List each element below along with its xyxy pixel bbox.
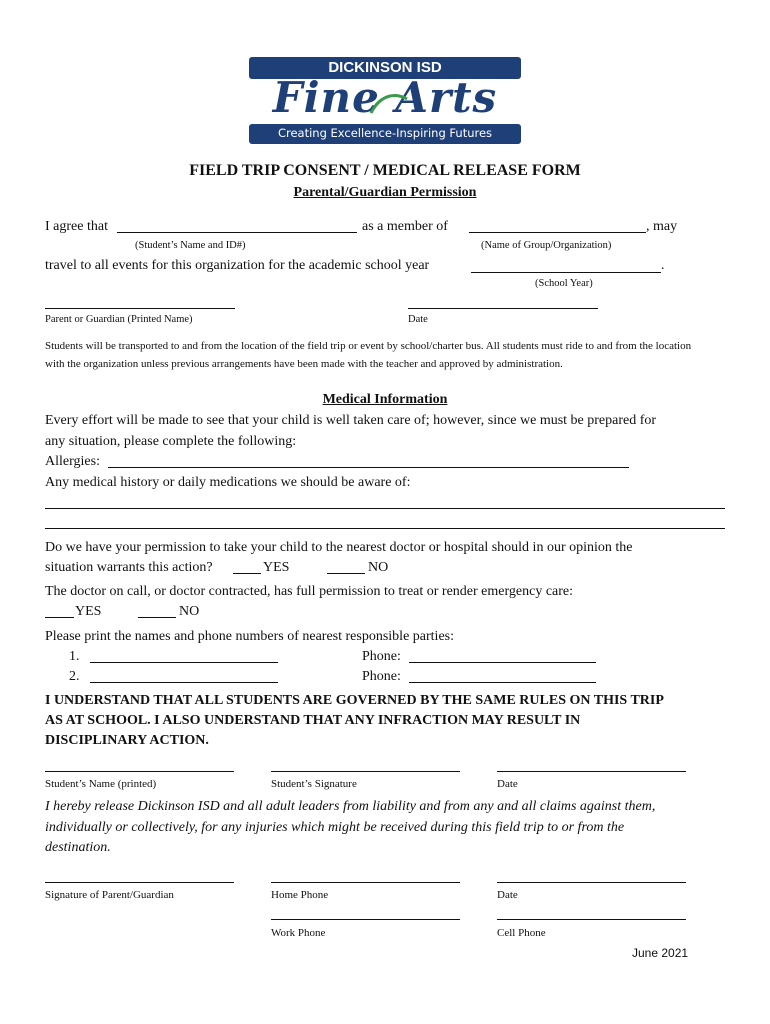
logo-top-text: DICKINSON ISD — [328, 59, 442, 76]
work-phone-caption: Work Phone — [271, 927, 326, 939]
form-subtitle: Parental/Guardian Permission — [293, 185, 477, 200]
party-1-number: 1. — [69, 649, 80, 664]
parent-block-date-caption: Date — [497, 889, 518, 901]
group-name-field[interactable] — [469, 232, 646, 233]
party-1-phone-label: Phone: — [362, 649, 401, 664]
permission-text-1: Do we have your permission to take your child to the nearest doctor or hospital should in our opinion the — [45, 540, 633, 555]
medical-intro-2: any situation, please complete the following: — [45, 434, 297, 449]
party-1-phone-field[interactable] — [409, 662, 596, 663]
parent-block-date-field[interactable] — [497, 882, 686, 883]
student-name-printed-caption: Student’s Name (printed) — [45, 778, 157, 790]
student-name-caption: (Student’s Name and ID#) — [135, 240, 246, 251]
party-2-phone-field[interactable] — [409, 682, 596, 683]
footer-date: June 2021 — [632, 946, 689, 960]
student-date-field[interactable] — [497, 771, 686, 772]
release-line-1: I hereby release Dickinson ISD and all adult leaders from liability and from any and all claims against them, — [45, 799, 656, 814]
district-logo — [249, 57, 521, 145]
permission-no-field[interactable] — [327, 573, 365, 574]
student-date-caption: Date — [497, 778, 518, 790]
logo-tagline: Creating Excellence-Inspiring Futures — [277, 126, 493, 140]
work-phone-field[interactable] — [271, 919, 460, 920]
rules-line-1: I UNDERSTAND THAT ALL STUDENTS ARE GOVERNED BY THE SAME RULES ON THIS TRIP — [45, 693, 664, 708]
rules-line-2: AS AT SCHOOL. I ALSO UNDERSTAND THAT ANY INFRACTION MAY RESULT IN — [45, 713, 581, 728]
parties-text: Please print the names and phone numbers of nearest responsible parties: — [45, 629, 454, 644]
party-1-name-field[interactable] — [90, 662, 278, 663]
may-text: , may — [646, 219, 678, 234]
parent-date-field[interactable] — [408, 308, 598, 309]
parent-signature-field[interactable] — [45, 882, 234, 883]
cell-phone-field[interactable] — [497, 919, 686, 920]
transport-paragraph: Students will be transported to and from the location of the field trip or event by school/charter bus. All students must ride to and from the location with the organization unless previous arrangements have been made with the teacher and approved by administration. — [45, 340, 692, 370]
parent-printed-name-field[interactable] — [45, 308, 235, 309]
agree-prefix: I agree that — [45, 219, 108, 234]
permission-no-label: NO — [368, 560, 389, 575]
permission-yes-field[interactable] — [233, 573, 261, 574]
rules-line-3: DISCIPLINARY ACTION. — [45, 733, 209, 748]
allergies-field[interactable] — [108, 467, 629, 468]
school-year-field[interactable] — [471, 272, 661, 273]
parent-signature-caption: Signature of Parent/Guardian — [45, 889, 174, 901]
student-name-printed-field[interactable] — [45, 771, 234, 772]
allergies-label: Allergies: — [45, 454, 100, 469]
home-phone-caption: Home Phone — [271, 889, 329, 901]
parent-printed-caption: Parent or Guardian (Printed Name) — [45, 314, 193, 325]
history-field-line-1[interactable] — [45, 508, 725, 509]
doctor-text: The doctor on call, or doctor contracted, has full permission to treat or render emergency care: — [45, 584, 574, 599]
release-line-3: destination. — [45, 840, 111, 855]
cell-phone-caption: Cell Phone — [497, 927, 546, 939]
form-title: FIELD TRIP CONSENT / MEDICAL RELEASE FORM — [189, 162, 581, 179]
party-2-number: 2. — [69, 669, 80, 684]
history-label: Any medical history or daily medications we should be aware of: — [45, 475, 411, 490]
member-of-text: as a member of — [362, 219, 448, 234]
school-year-caption: (School Year) — [535, 278, 593, 289]
student-signature-caption: Student’s Signature — [271, 778, 357, 790]
permission-text-2: situation warrants this action? — [45, 560, 213, 575]
doctor-no-field[interactable] — [138, 617, 176, 618]
permission-yes-label: YES — [263, 560, 290, 575]
home-phone-field[interactable] — [271, 882, 460, 883]
doctor-no-label: NO — [179, 604, 200, 619]
parent-date-caption: Date — [408, 314, 428, 325]
medical-intro-1: Every effort will be made to see that your child is well taken care of; however, since we must be prepared for — [45, 413, 657, 428]
logo-script-text: Fine Arts — [272, 73, 498, 122]
release-line-2: individually or collectively, for any injuries which might be received during this field trip to or from the — [45, 820, 625, 835]
medical-heading: Medical Information — [322, 392, 448, 407]
period: . — [661, 258, 665, 273]
doctor-yes-label: YES — [75, 604, 102, 619]
doctor-yes-field[interactable] — [45, 617, 74, 618]
group-caption: (Name of Group/Organization) — [481, 240, 612, 251]
party-2-phone-label: Phone: — [362, 669, 401, 684]
student-name-field[interactable] — [117, 232, 357, 233]
history-field-line-2[interactable] — [45, 528, 725, 529]
student-signature-field[interactable] — [271, 771, 460, 772]
swoosh-icon — [369, 91, 409, 121]
travel-text: travel to all events for this organization for the academic school year — [45, 258, 430, 273]
party-2-name-field[interactable] — [90, 682, 278, 683]
